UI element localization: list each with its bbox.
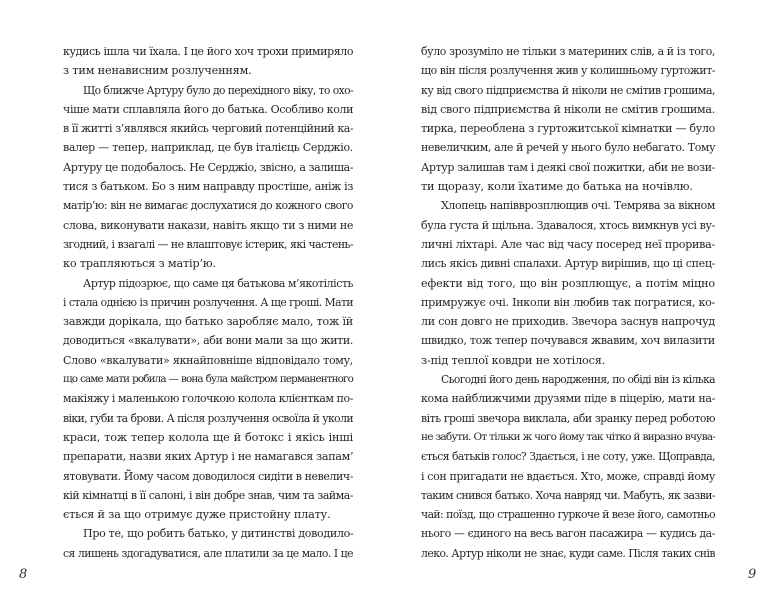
text-line: нього — єдиного на весь вагон пасажира — кудись да- — [421, 527, 715, 541]
text-line: ятовувати. Йому часом доводилося сидіти в невелич- — [63, 469, 353, 483]
text-line: згодний, і взагалі — не влаштовує істерик, які частень- — [63, 237, 353, 251]
text-line: завжди дорікала, що батько заробляє мало, тож їй — [63, 315, 353, 329]
text-line: не забути. От тільки ж чого йому так чітко й виразно вчува- — [421, 430, 715, 443]
text-line: тирка, переоблена з гуртожитської кімнатки — було — [421, 122, 715, 136]
left-page-text — [63, 42, 353, 563]
text-line: ефекти від того, що він розплющує, а потім мiцно — [421, 276, 715, 290]
text-line: Про те, що робить батько, у дитинстві доводило- — [83, 527, 354, 541]
paragraph — [63, 524, 353, 563]
text-line: кома найближчими друзями піде в піцерію, мати на- — [421, 392, 715, 406]
text-line: чіше мати сплавляла його до батька. Особливо коли — [63, 102, 354, 116]
right-page-number: 9 — [748, 567, 757, 582]
text-line: від свого підприємства й ніколи не смітив грошима. — [421, 102, 716, 116]
text-line: чай: поїзд, що страшенно гуркоче й везе його, самотньо — [421, 508, 715, 522]
text-line: Артур залишав там і деякі свої пожитки, аби не вози- — [421, 160, 715, 174]
text-line: з тим ненависним розлученням. — [63, 64, 252, 78]
text-line: слова, виконувати накази, навіть якщо ти з ними не — [63, 218, 354, 232]
text-line: кудись ішла чи їхала. І це його хоч трохи примиряло — [63, 45, 354, 58]
paragraph — [63, 274, 353, 525]
text-line: Артур підозрює, що саме ця батькова м’якотілість — [83, 276, 353, 290]
text-line: віть гроші звечора виклала, аби зранку перед роботою — [421, 411, 715, 425]
text-line: ється й за що отримує дуже пристойну плату. — [63, 508, 331, 522]
text-line: з-під теплої ковдри не хотілося. — [421, 353, 606, 367]
text-line: примружує очі. Інколи він любив так погратися, ко- — [421, 295, 715, 309]
text-line: леко. Артур ніколи не знає, куди саме. Після таких снів — [421, 546, 715, 560]
text-line: Хлопець напівврозплющив очі. Темрява за вікном — [441, 199, 715, 213]
text-line: невеличким, але й речей у нього було небагато. Тому — [421, 141, 716, 155]
text-line: Що ближче Артуру було до перехідного віку, то охо- — [83, 83, 353, 97]
text-line: віки, губи та брови. А після розлучення освоїла й уколи — [63, 411, 353, 425]
text-line: ти щоразу, коли їхатиме до батька на ночівлю. — [421, 180, 693, 194]
text-line: доводиться «вкалувати», аби вони мали за що жити. — [63, 334, 353, 348]
text-line: краси, тож тепер колола ще й ботокс і якісь інші — [63, 430, 353, 444]
text-line: макіяжу і маленькою голочкою колола клієнткам по- — [63, 392, 353, 406]
paragraph — [63, 42, 353, 81]
text-line: таким снився батько. Хоча навряд чи. Мабуть, як зазви- — [421, 488, 715, 502]
text-line: і сон пригадати не вдається. Хто, може, справді йому — [421, 469, 715, 483]
paragraph — [421, 196, 715, 370]
right-page-text — [421, 42, 715, 563]
text-line: ли сон довго не приходив. Звечора заснув напрочуд — [421, 315, 715, 329]
text-line: Слово «вкалувати» якнайповніше відповідало тому, — [63, 353, 353, 367]
text-line: личні ліхтарі. Але час від часу посеред неї прорива- — [421, 237, 715, 251]
text-line: було зрозуміло не тільки з материних слів, а й із того, — [421, 45, 715, 58]
text-line: ся лишень здогадуватися, але платили за це мало. І це — [63, 546, 353, 560]
text-line: ко трапляються з матір’ю. — [63, 257, 216, 271]
text-line: Сьогодні його день народження, по обіді він із кілька — [441, 373, 715, 387]
paragraph — [421, 370, 715, 563]
text-line: що він після розлучення жив у колишньому гуртожит- — [421, 64, 715, 78]
text-line: кій кімнатці в її салоні, і він добре знав, чим та займа- — [63, 488, 353, 502]
text-line: швидко, тож тепер почувався жвавим, хоч вилазити — [421, 334, 715, 348]
text-line: в її житті з’являвся якийсь черговий потенційний ка- — [63, 122, 354, 136]
paragraph — [421, 42, 715, 196]
text-line: тися з батьком. Бо з ним направду простіше, аніж із — [63, 180, 353, 194]
text-line: ку від свого підприємства й ніколи не смітив грошима, — [421, 83, 715, 97]
text-line: ється батьків голос? Здається, і не соту, уже. Щоправда, — [421, 450, 715, 464]
text-line: була густа й щільна. Здавалося, хтось вимкнув усі ву- — [421, 218, 715, 232]
text-line: що саме мати робила — вона була майстром перманентного — [63, 373, 353, 386]
left-page-number: 8 — [19, 567, 28, 582]
text-line: валер — тепер, наприклад, це був італієць Серджіо. — [63, 141, 353, 155]
text-line: препарати, назви яких Артур і не намагався запам’ — [63, 450, 354, 464]
text-line: Артуру це подобалось. Не Серджіо, звісно, а залиша- — [63, 160, 354, 174]
text-line: і стала однією із причин розлучення. А ще гроші. Мати — [63, 295, 353, 309]
text-line: матір’ю: він не вимагає дослухатися до кожного свого — [63, 199, 353, 213]
text-line: лись якісь дивні спалахи. Артур вирішив, що ці спец- — [421, 257, 715, 271]
paragraph — [63, 81, 353, 274]
